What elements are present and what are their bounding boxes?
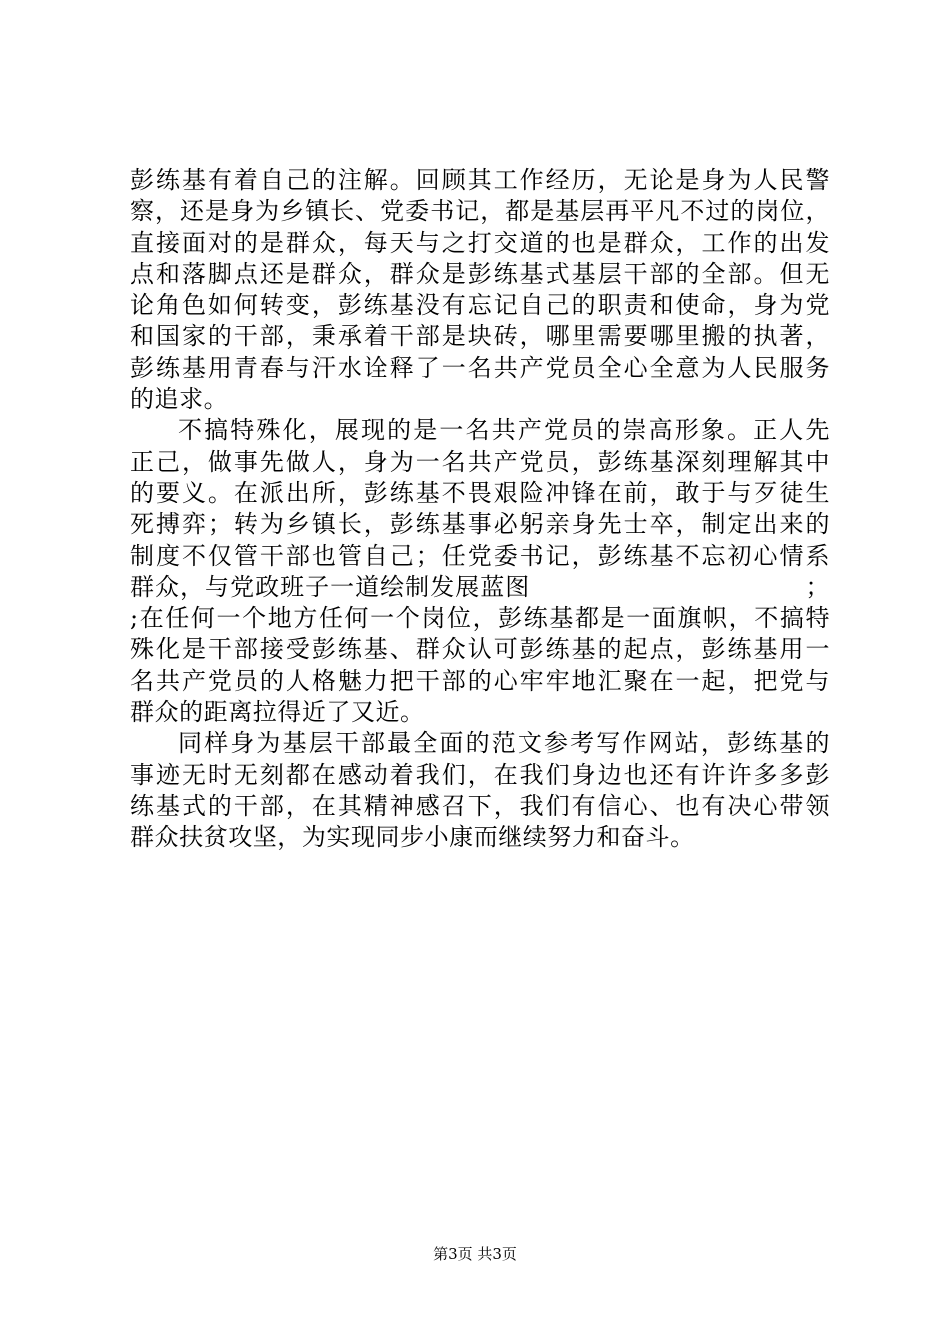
page-number-label: 第3页 共3页 [433,1245,517,1263]
text-line: 同样身为基层干部最全面的范文参考写作网站，彭练基的 [178,729,830,758]
text-line: 群众扶贫攻坚，为实现同步小康而继续努力和奋斗。 [130,823,695,852]
text-line: 制度不仅管干部也管自己；任党委书记，彭练基不忘初心情系 [130,541,830,570]
text-line: 群众的距离拉得近了又近。 [130,698,425,727]
text-line: 事迹无时无刻都在感动着我们，在我们身边也还有许许多多彭 [130,760,830,789]
text-line: 彭练基用青春与汗水诠释了一名共产党员全心全意为人民服务 [130,353,830,382]
text-line: 点和落脚点还是群众，群众是彭练基式基层干部的全部。但无 [130,259,830,288]
paragraph-1 [130,165,830,415]
text-line: 的要义。在派出所，彭练基不畏艰险冲锋在前，敢于与歹徒生 [130,478,830,507]
text-line: 论角色如何转变，彭练基没有忘记自己的职责和使命，身为党 [130,291,830,320]
text-line: 正己，做事先做人，身为一名共产党员，彭练基深刻理解其中 [130,447,830,476]
text-line: 名共产党员的人格魅力把干部的心牢牢地汇聚在一起，把党与 [130,666,830,695]
text-line: ;在任何一个地方任何一个岗位，彭练基都是一面旗帜，不搞特 [130,604,830,633]
paragraph-2 [130,415,830,728]
text-line: 彭练基有着自己的注解。回顾其工作经历，无论是身为人民警 [130,166,830,194]
text-line: 不搞特殊化，展现的是一名共产党员的崇高形象。正人先 [178,416,830,445]
paragraph-3 [130,728,830,853]
text-line: 群众，与党政班子一道绘制发展蓝图 ； [130,572,830,601]
text-line: 死搏弈；转为乡镇长，彭练基事必躬亲身先士卒，制定出来的 [130,510,830,539]
text-line: 直接面对的是群众，每天与之打交道的也是群众，工作的出发 [130,228,830,257]
page-footer [0,1244,950,1264]
text-line: 和国家的干部，秉承着干部是块砖，哪里需要哪里搬的执著， [130,322,830,351]
text-line: 的追求。 [130,385,229,414]
text-line: 察，还是身为乡镇长、党委书记，都是基层再平凡不过的岗位， [130,197,830,226]
text-line: 殊化是干部接受彭练基、群众认可彭练基的起点，彭练基用一 [130,635,830,664]
document-body [130,165,830,854]
text-line: 练基式的干部，在其精神感召下，我们有信心、也有决心带领 [130,791,830,820]
